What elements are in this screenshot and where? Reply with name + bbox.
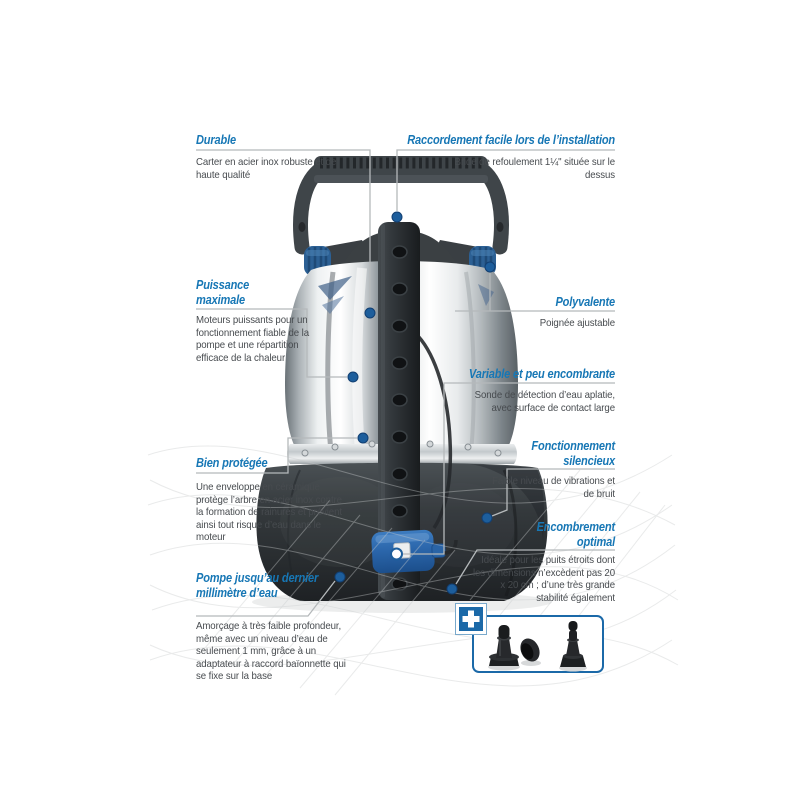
plus-icon (456, 604, 487, 635)
callout-title-variable-peu-encombrante: Variable et peu encombrante (468, 366, 615, 381)
dot-polyvalente (485, 262, 495, 272)
callout-body-pompe-dernier-millimetre: Amorçage à très faible profondeur, même avec un niveau d’eau de seulement 1 mm, grâce à un adaptateur à raccord baïonnette qui se fixe sur la base (196, 620, 346, 682)
dot-pompe (335, 572, 345, 582)
dot-bien-protegee (358, 433, 368, 443)
callout-title-durable: Durable (196, 132, 236, 147)
callout-title-pompe-dernier-millimetre: Pompe jusqu’au dernier millimètre d’eau (196, 570, 319, 600)
ring-marker-variable (391, 549, 402, 560)
dot-durable (365, 308, 375, 318)
dot-puissance (348, 372, 358, 382)
callout-title-raccordement: Raccordement facile lors de l’installation (407, 132, 615, 147)
callout-title-bien-protegee: Bien protégée (196, 455, 268, 470)
callout-body-raccordement: Bride de refoulement 1¼" située sur le dessus (454, 156, 615, 181)
callout-body-variable-peu-encombrante: Sonde de détection d’eau aplatie, avec surface de contact large (474, 389, 615, 414)
callout-title-polyvalente: Polyvalente (555, 294, 615, 309)
accessory-box (473, 616, 603, 672)
callout-body-puissance-maximale: Moteurs puissants pour un fonctionnement fiable de la pompe et une répartition efficace de la chaleur (196, 314, 309, 364)
dot-raccordement (392, 212, 402, 222)
callout-body-durable: Carter en acier inox robuste et de haute qualité (196, 156, 337, 181)
callout-title-fonctionnement-silencieux: Fonctionnement silencieux (531, 438, 615, 468)
dot-encombrement (447, 584, 457, 594)
dot-fonctionnement (482, 513, 492, 523)
callout-body-fonctionnement-silencieux: Faible niveau de vibrations et de bruit (492, 475, 615, 500)
callout-body-polyvalente: Poignée ajustable (539, 317, 615, 329)
callout-title-encombrement-optimal: Encombrement optimal (536, 519, 615, 549)
callout-body-encombrement-optimal: Idéale pour les puits étroits dont les dimensions n’excèdent pas 20 x 20 cm ; d’une très grande stabilité également (472, 554, 615, 604)
callout-body-bien-protegee: Une enveloppe en céramique protège l’arbre en acier inox contre la formation de rainures et prévient ainsi tout risque d’eau dans le moteur (196, 481, 342, 543)
callout-title-puissance-maximale: Puissance maximale (196, 277, 250, 307)
